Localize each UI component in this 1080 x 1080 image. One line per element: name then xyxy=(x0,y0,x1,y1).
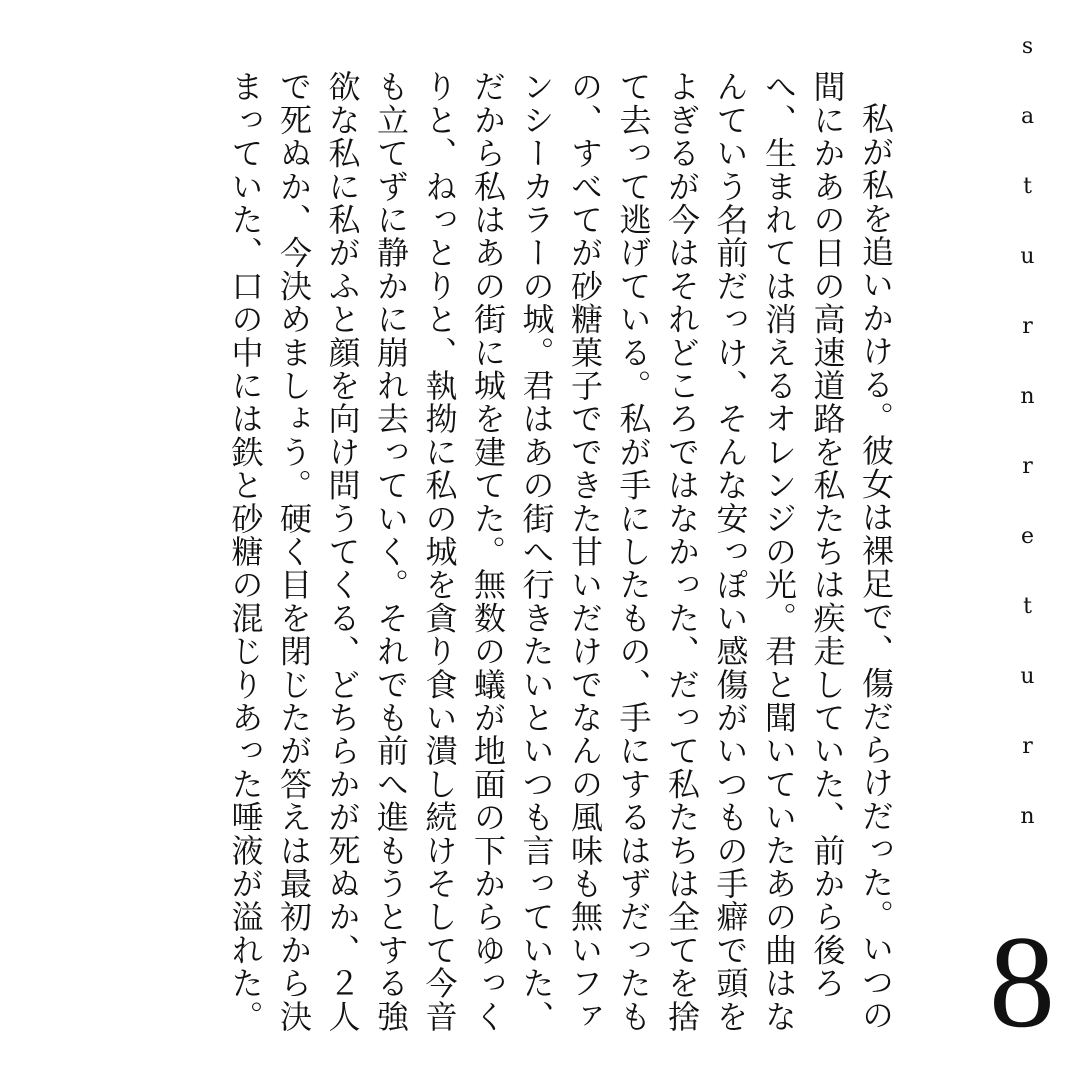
paragraph: 私が私を追いかける。彼女は裸足で、傷だらけだった。いつの間にかあの日の高速道路を私たちは疾走していた、前から後ろへ、生まれては消えるオレンジの光。君と聞いていたあの曲はなんていう名前だっけ、そんな安っぽい感傷がいつもの手癖で頭をよぎるが今はそれどころではなかった、だって私たちは全てを捨て去って逃げている。私が手にしたもの、手にするはずだったもの、すべてが砂糖菓子でできた甘いだけでなんの風味も無いファンシーカラーの城。君はあの街へ行きたいといつも言っていた、だから私はあの街に城を建てた。無数の蟻が地面の下からゆっくりと、ねっとりと、執拗に私の城を貪り食い潰し続けそして今音も立てずに静かに崩れ去っていく。それでも前へ進もうとする強欲な私に私がふと顔を向け問うてくる、どちらかが死ぬか、２人で死ぬか、今決めましょう。硬く目を閉じたが答えは最初から決まっていた、口の中には鉄と砂糖の混じりあった唾液が溢れた。 xyxy=(226,70,895,1033)
body-text xyxy=(40,70,900,1060)
side-title: saturnreturn xyxy=(1015,34,1040,874)
page-number: 8 xyxy=(989,908,1055,1055)
